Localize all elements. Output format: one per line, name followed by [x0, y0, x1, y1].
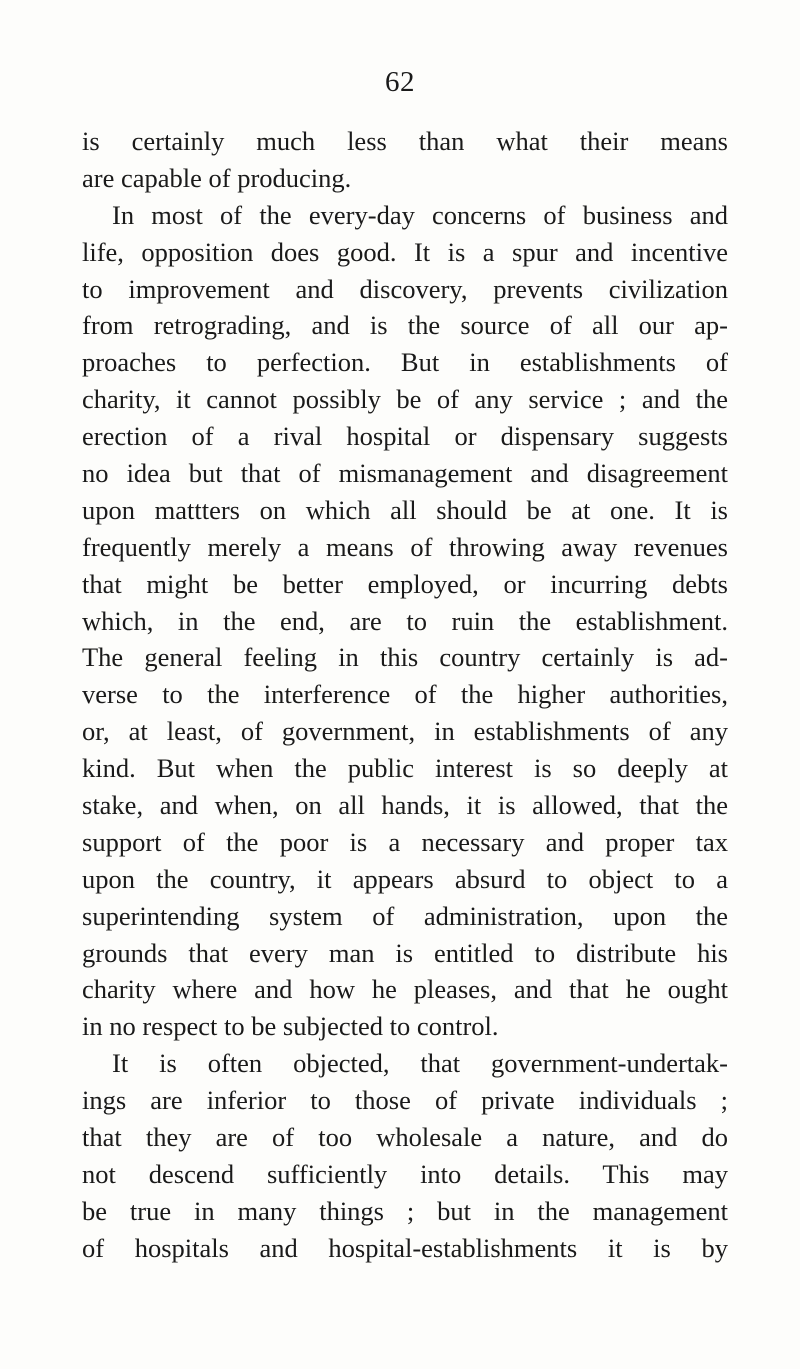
text-line: in no respect to be subjected to control. — [82, 1011, 499, 1042]
text-line: is certainly much less than what their means — [82, 126, 728, 156]
text-line: erection of a rival hospital or dispensary suggests — [82, 421, 728, 452]
text-line: superintending system of administration, upon the — [82, 900, 728, 931]
text-line: that they are of too wholesale a nature, and do — [82, 1122, 728, 1153]
text-line: are capable of producing. — [82, 162, 352, 193]
text-line: proaches to perfection. But in establishments of — [82, 347, 728, 378]
text-line: to improvement and discovery, prevents civilization — [82, 273, 728, 304]
text-line: which, in the end, are to ruin the establishment. — [82, 605, 728, 636]
text-line: kind. But when the public interest is so deeply at — [82, 753, 728, 784]
text-line: that might be better employed, or incurring debts — [82, 568, 728, 599]
text-line: It is often objected, that government-undertak- — [112, 1048, 728, 1079]
text-line: stake, and when, on all hands, it is allowed, that the — [82, 790, 728, 821]
body-text — [82, 123, 728, 1267]
text-line: The general feeling in this country certainly is ad- — [82, 642, 728, 673]
text-line: frequently merely a means of throwing away revenues — [82, 531, 728, 562]
page-number: 62 — [385, 66, 415, 98]
text-line: ings are inferior to those of private individuals ; — [82, 1085, 728, 1116]
text-line: or, at least, of government, in establishments of any — [82, 716, 728, 747]
text-line: of hospitals and hospital-establishments it is by — [82, 1232, 728, 1263]
text-line: verse to the interference of the higher authorities, — [82, 679, 728, 710]
text-line: life, opposition does good. It is a spur and incentive — [82, 236, 728, 267]
text-line: from retrograding, and is the source of all our ap- — [82, 310, 728, 341]
text-line: charity where and how he pleases, and that he ought — [82, 974, 728, 1005]
text-line: be true in many things ; but in the management — [82, 1195, 728, 1226]
text-line: support of the poor is a necessary and proper tax — [82, 826, 728, 857]
text-line: upon the country, it appears absurd to object to a — [82, 863, 728, 894]
text-line: no idea but that of mismanagement and disagreement — [82, 458, 728, 489]
text-line: In most of the every-day concerns of business and — [112, 199, 728, 230]
text-line: not descend sufficiently into details. This may — [82, 1158, 728, 1189]
text-line: grounds that every man is entitled to distribute his — [82, 937, 728, 968]
text-line: charity, it cannot possibly be of any service ; and the — [82, 384, 728, 415]
text-line: upon mattters on which all should be at one. It is — [82, 494, 728, 525]
